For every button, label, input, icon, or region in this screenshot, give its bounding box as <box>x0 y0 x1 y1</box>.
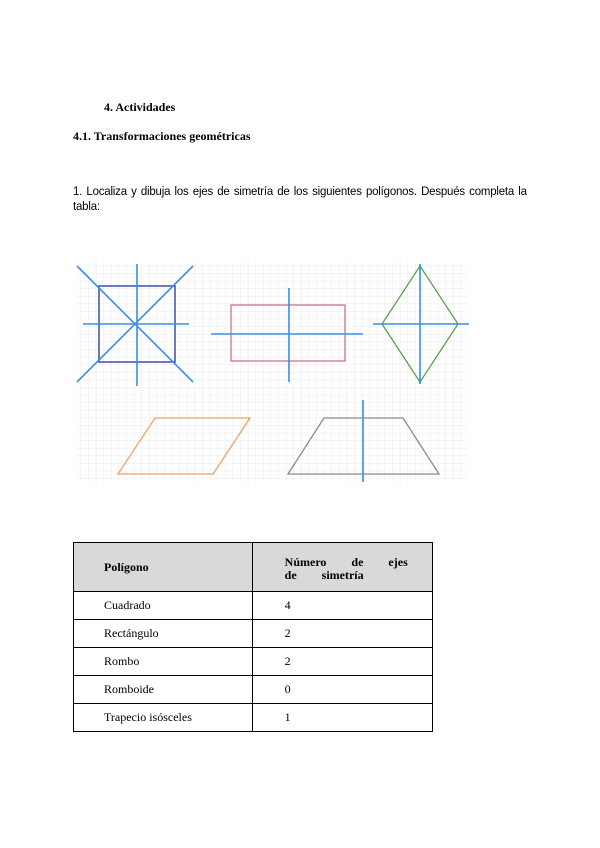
subsection-title: 4.1. Transformaciones geométricas <box>73 129 251 143</box>
header-polygon: Polígono <box>74 543 253 592</box>
table-row <box>74 648 433 676</box>
cell-axes: 4 <box>252 592 432 620</box>
cell-polygon: Cuadrado <box>74 592 253 620</box>
section-title: 4. Actividades <box>104 100 176 114</box>
cell-polygon: Rombo <box>74 648 253 676</box>
cell-polygon: Rectángulo <box>74 620 253 648</box>
cell-axes: 0 <box>252 676 432 704</box>
symmetry-figure-svg <box>73 258 469 484</box>
grid-background <box>77 262 467 482</box>
symmetry-table <box>73 542 433 732</box>
table-row <box>74 676 433 704</box>
header-axes-count-text: Número de ejes de simetría <box>284 555 408 582</box>
cell-polygon: Trapecio isósceles <box>74 704 253 732</box>
cell-axes: 2 <box>252 620 432 648</box>
exercise-instruction: 1. Localiza y dibuja los ejes de simetría de los siguientes polígonos. Después completa la tabla: <box>73 184 527 213</box>
table-row <box>74 592 433 620</box>
cell-polygon: Romboide <box>74 676 253 704</box>
symmetry-figure <box>73 258 469 484</box>
cell-axes: 2 <box>252 648 432 676</box>
table-row <box>74 620 433 648</box>
header-axes-count <box>252 543 432 592</box>
cell-axes: 1 <box>252 704 432 732</box>
table-row <box>74 704 433 732</box>
table-header-row <box>74 543 433 592</box>
